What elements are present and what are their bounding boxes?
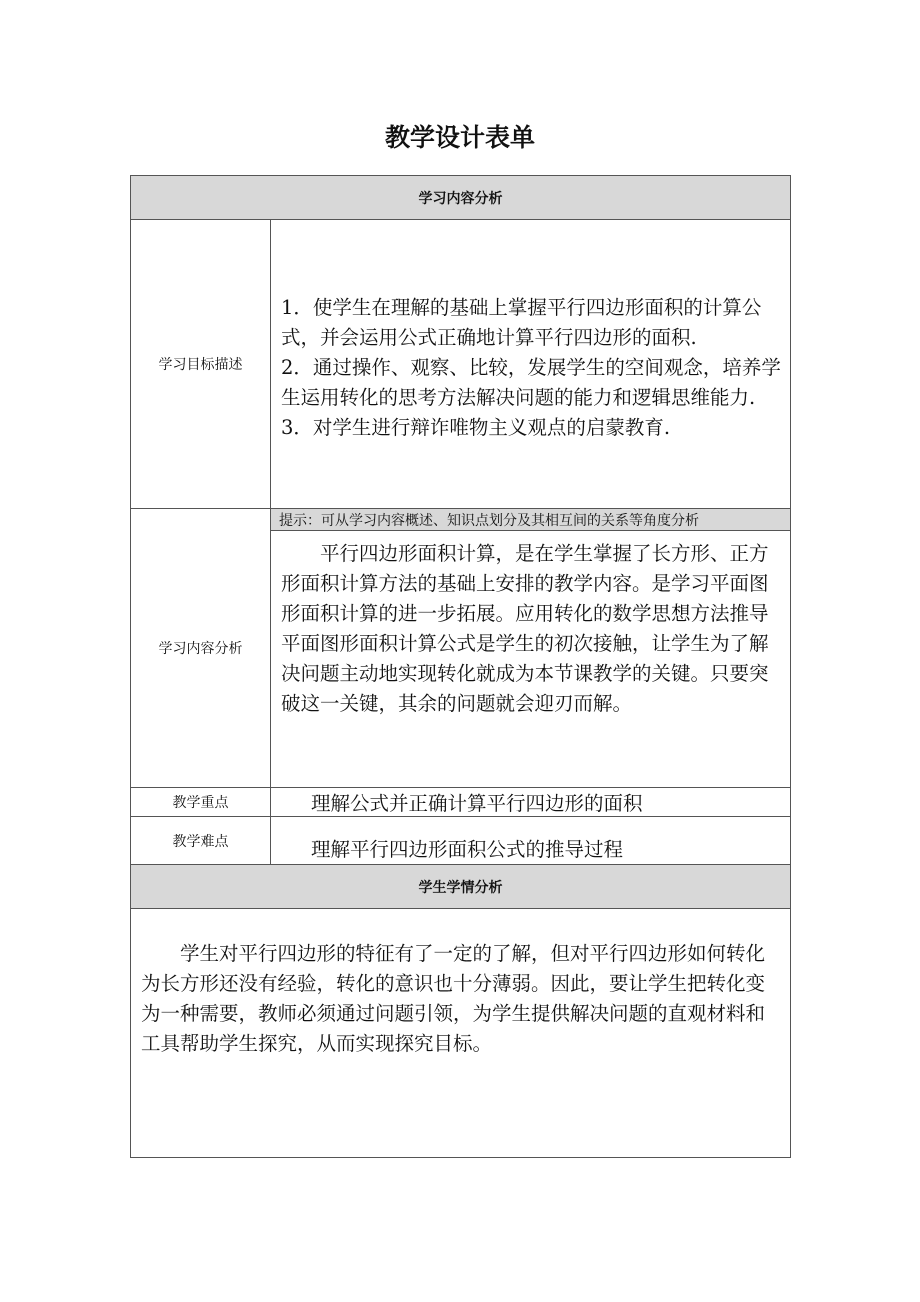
teaching-key-row [131, 788, 791, 817]
content-analysis-hint-row [131, 509, 791, 531]
learning-goals-row [131, 220, 791, 509]
goal-item-2: 2．通过操作、观察、比较，发展学生的空间观念，培养学生运用转化的思考方法解决问题的能力和逻辑思维能力. [281, 356, 781, 409]
learning-goals-label: 学习目标描述 [131, 220, 271, 509]
student-analysis-paragraph: 学生对平行四边形的特征有了一定的了解，但对平行四边形如何转化为长方形还没有经验，转化的意识也十分薄弱。因此，要让学生把转化变为一种需要，教师必须通过问题引领，为学生提供解决问题的直观材料和工具帮助学生探究，从而实现探究目标。 [141, 942, 766, 1055]
goal-item-3: 3．对学生进行辩诈唯物主义观点的启蒙教育. [281, 416, 671, 439]
content-analysis-heading: 学习内容分析 [131, 176, 791, 220]
teaching-key-label: 教学重点 [131, 788, 271, 817]
content-analysis-header-row [131, 176, 791, 220]
content-analysis-paragraph: 平行四边形面积计算，是在学生掌握了长方形、正方形面积计算方法的基础上安排的教学内容。是学习平面图形面积计算的进一步拓展。应用转化的数学思想方法推导平面图形面积计算公式是学生的初次接触，让学生为了解决问题主动地实现转化就成为本节课教学的关键。只要突破这一关键，其余的问题就会迎刃而解。 [281, 542, 769, 715]
student-analysis-heading: 学生学情分析 [131, 865, 791, 909]
content-analysis-body [271, 531, 791, 788]
design-form-table [130, 175, 791, 1158]
content-analysis-label: 学习内容分析 [131, 509, 271, 788]
student-analysis-body [131, 909, 791, 1158]
student-analysis-row [131, 909, 791, 1158]
teaching-key-text: 理解公式并正确计算平行四边形的面积 [271, 788, 791, 817]
student-analysis-header-row [131, 865, 791, 909]
learning-goals-content [271, 220, 791, 509]
teaching-difficulty-row [131, 817, 791, 865]
teaching-difficulty-label: 教学难点 [131, 817, 271, 865]
goal-item-1: 1．使学生在理解的基础上掌握平行四边形面积的计算公式，并会运用公式正确地计算平行四边形的面积. [281, 296, 762, 349]
content-analysis-hint: 提示：可从学习内容概述、知识点划分及其相互间的关系等角度分析 [271, 509, 791, 531]
teaching-difficulty-text: 理解平行四边形面积公式的推导过程 [271, 817, 791, 865]
page-title: 教学设计表单 [384, 123, 535, 152]
